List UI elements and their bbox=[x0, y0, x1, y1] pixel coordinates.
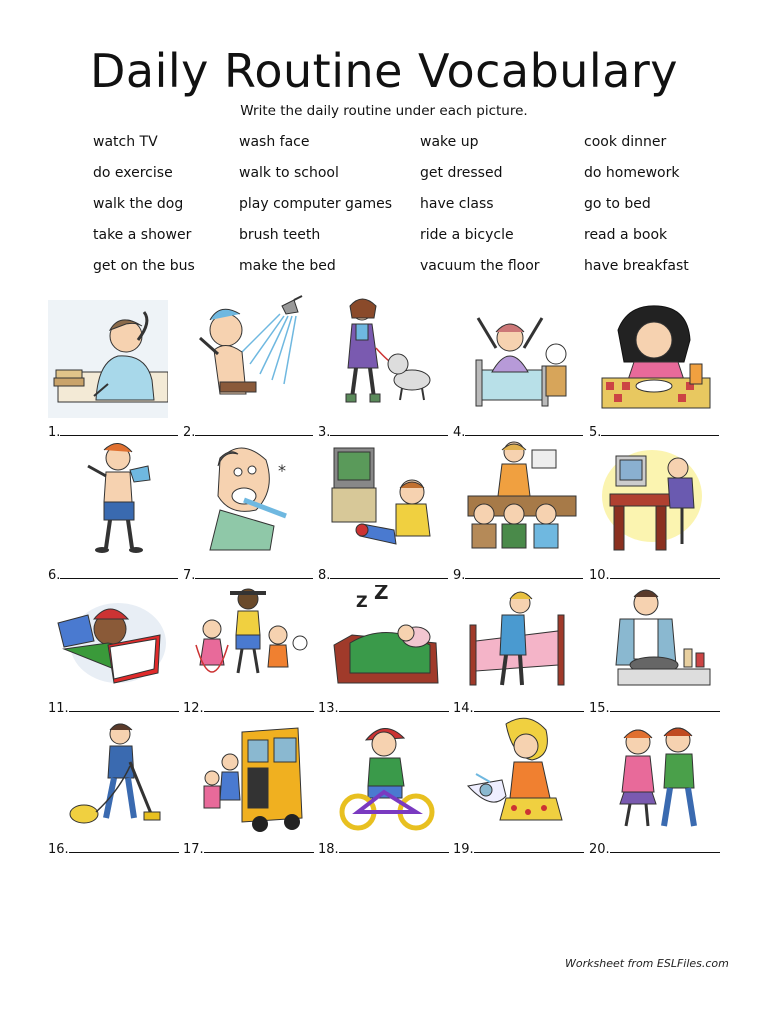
picture-number: 15. bbox=[589, 701, 610, 716]
word-bank-item: cook dinner bbox=[584, 134, 667, 150]
page-title: Daily Routine Vocabulary bbox=[89, 44, 679, 98]
svg-text:Z: Z bbox=[356, 592, 368, 611]
svg-text:*: * bbox=[278, 461, 286, 480]
answer-line[interactable] bbox=[589, 423, 719, 440]
picture-number: 8. bbox=[318, 568, 331, 583]
answer-line[interactable] bbox=[453, 699, 584, 716]
word-bank-item: take a shower bbox=[93, 227, 192, 243]
word-bank-item: do exercise bbox=[93, 165, 173, 181]
answer-line[interactable] bbox=[48, 566, 178, 583]
answer-line[interactable] bbox=[318, 699, 449, 716]
girl-waking-up-icon bbox=[462, 300, 582, 418]
word-bank-item: get dressed bbox=[420, 165, 503, 181]
student-studying-icon bbox=[48, 300, 168, 418]
picture-number: 16. bbox=[48, 842, 69, 857]
picture-number: 7. bbox=[183, 568, 196, 583]
word-bank-item: vacuum the floor bbox=[420, 258, 540, 274]
girl-eating-breakfast-icon bbox=[598, 300, 718, 418]
picture-number: 1. bbox=[48, 425, 61, 440]
answer-line[interactable] bbox=[589, 566, 720, 583]
word-bank-item: watch TV bbox=[93, 134, 158, 150]
answer-line[interactable] bbox=[48, 423, 178, 440]
answer-line[interactable] bbox=[183, 699, 314, 716]
word-bank bbox=[0, 134, 768, 284]
word-bank-item: wake up bbox=[420, 134, 479, 150]
picture-number: 20. bbox=[589, 842, 610, 857]
boy-reading-book-icon bbox=[48, 585, 168, 703]
word-bank-item: do homework bbox=[584, 165, 680, 181]
boy-riding-bicycle-icon bbox=[326, 722, 446, 840]
word-bank-item: ride a bicycle bbox=[420, 227, 514, 243]
word-bank-item: walk to school bbox=[239, 165, 339, 181]
word-bank-item: get on the bus bbox=[93, 258, 195, 274]
answer-line[interactable] bbox=[183, 840, 314, 857]
picture-number: 2. bbox=[183, 425, 196, 440]
answer-line[interactable] bbox=[48, 840, 179, 857]
word-bank-item: make the bed bbox=[239, 258, 336, 274]
answer-line[interactable] bbox=[453, 840, 584, 857]
man-cooking-icon bbox=[598, 585, 718, 703]
kids-exercising-icon bbox=[190, 585, 310, 703]
man-brushing-teeth-icon bbox=[190, 440, 310, 558]
word-bank-item: go to bed bbox=[584, 196, 651, 212]
picture-number: 17. bbox=[183, 842, 204, 857]
picture-number: 14. bbox=[453, 701, 474, 716]
word-bank-item: wash face bbox=[239, 134, 310, 150]
kids-walking-to-school-icon bbox=[598, 722, 718, 840]
picture-number: 6. bbox=[48, 568, 61, 583]
boy-vacuuming-icon bbox=[48, 722, 168, 840]
boy-watching-tv-icon bbox=[326, 440, 446, 558]
picture-number: 19. bbox=[453, 842, 474, 857]
picture-number: 18. bbox=[318, 842, 339, 857]
picture-number: 11. bbox=[48, 701, 69, 716]
word-bank-item: play computer games bbox=[239, 196, 393, 212]
picture-number: 3. bbox=[318, 425, 331, 440]
word-bank-item: have breakfast bbox=[584, 258, 689, 274]
picture-number: 4. bbox=[453, 425, 466, 440]
word-bank-item: walk the dog bbox=[93, 196, 184, 212]
picture-number: 13. bbox=[318, 701, 339, 716]
word-bank-item: brush teeth bbox=[239, 227, 321, 243]
word-bank-item: have class bbox=[420, 196, 494, 212]
answer-line[interactable] bbox=[318, 566, 448, 583]
man-showering-icon bbox=[190, 294, 310, 412]
answer-line[interactable] bbox=[48, 699, 179, 716]
picture-number: 5. bbox=[589, 425, 602, 440]
boy-getting-dressed-icon bbox=[48, 440, 168, 558]
answer-line[interactable] bbox=[589, 699, 720, 716]
boy-at-computer-icon bbox=[598, 440, 718, 558]
answer-line[interactable] bbox=[318, 840, 449, 857]
girl-walking-dog-icon bbox=[326, 294, 446, 412]
girl-making-bed-icon bbox=[462, 585, 582, 703]
kids-boarding-bus-icon bbox=[190, 722, 310, 840]
sleeping-in-bed-icon bbox=[326, 585, 446, 703]
picture-number: 9. bbox=[453, 568, 466, 583]
word-bank-item: read a book bbox=[584, 227, 668, 243]
instructions: Write the daily routine under each picture. bbox=[240, 103, 528, 119]
picture-number: 12. bbox=[183, 701, 204, 716]
girl-washing-face-icon bbox=[462, 716, 582, 834]
svg-text:Z: Z bbox=[374, 585, 389, 604]
answer-line[interactable] bbox=[453, 566, 583, 583]
answer-line[interactable] bbox=[183, 566, 313, 583]
worksheet-credit: Worksheet from ESLFiles.com bbox=[565, 957, 729, 970]
answer-line[interactable] bbox=[318, 423, 448, 440]
answer-line[interactable] bbox=[183, 423, 313, 440]
answer-line[interactable] bbox=[589, 840, 720, 857]
class-with-teacher-icon bbox=[462, 436, 582, 554]
picture-number: 10. bbox=[589, 568, 610, 583]
